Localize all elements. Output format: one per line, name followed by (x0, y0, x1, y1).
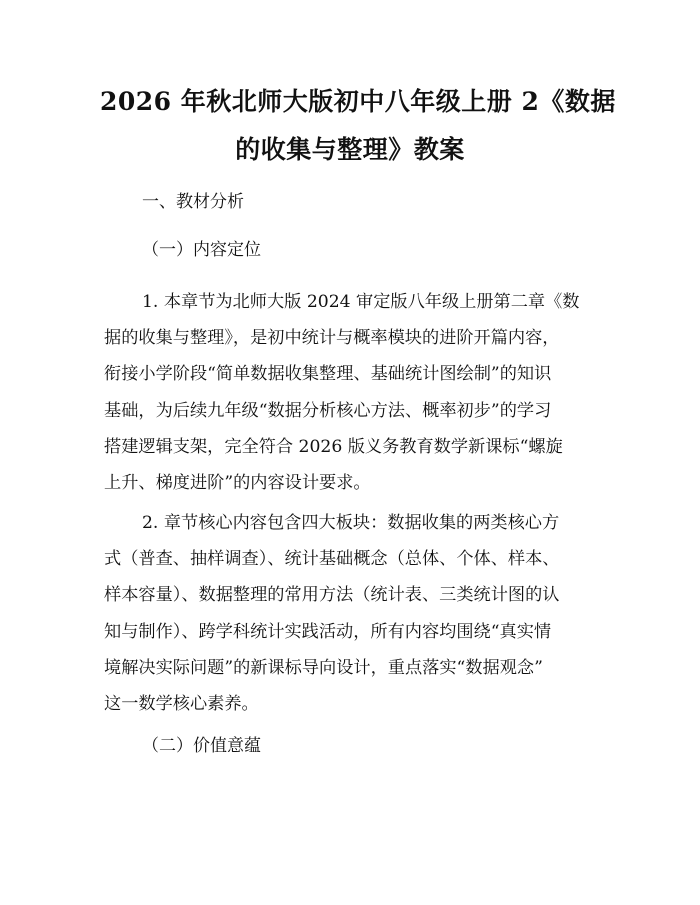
section-heading-textbook-analysis: 一、教材分析 (142, 192, 244, 212)
paragraph-line: 衔接小学阶段“简单数据收集整理、基础统计图绘制”的知识 (104, 364, 552, 385)
subsection-heading-value-significance: （二）价值意蕴 (142, 736, 261, 756)
paragraph-line: 上升、梯度进阶”的内容设计要求。 (104, 472, 371, 493)
paragraph-1 (104, 284, 604, 501)
paragraph-line: 1. 本章节为北师大版 2024 审定版八年级上册第二章《数 (142, 292, 580, 312)
subsection-heading-content-positioning: （一）内容定位 (142, 240, 261, 260)
paragraph-line: 搭建逻辑支架，完全符合 2026 版义务教育数学新课标“螺旋 (104, 436, 563, 457)
document-title-line-1: 2026 年秋北师大版初中八年级上册 2《数据 (100, 87, 616, 116)
document-title-line-2: 的收集与整理》教案 (235, 135, 465, 164)
paragraph-line: 基础，为后续九年级“数据分析核心方法、概率初步”的学习 (104, 400, 552, 421)
paragraph-line: 据的收集与整理》，是初中统计与概率模块的进阶开篇内容， (104, 328, 560, 349)
paragraph-line: 境解决实际问题”的新课标导向设计，重点落实“数据观念” (104, 657, 543, 678)
paragraph-line: 样本容量）、数据整理的常用方法（统计表、三类统计图的认 (104, 585, 560, 606)
paragraph-line: 知与制作）、跨学科统计实践活动，所有内容均围绕“真实情 (104, 621, 552, 642)
paragraph-2 (104, 505, 604, 722)
paragraph-line: 式（普查、抽样调查）、统计基础概念（总体、个体、样本、 (104, 549, 560, 570)
paragraph-line: 2. 章节核心内容包含四大板块：数据收集的两类核心方 (142, 513, 560, 533)
paragraph-line: 这一数学核心素养。 (104, 693, 259, 714)
